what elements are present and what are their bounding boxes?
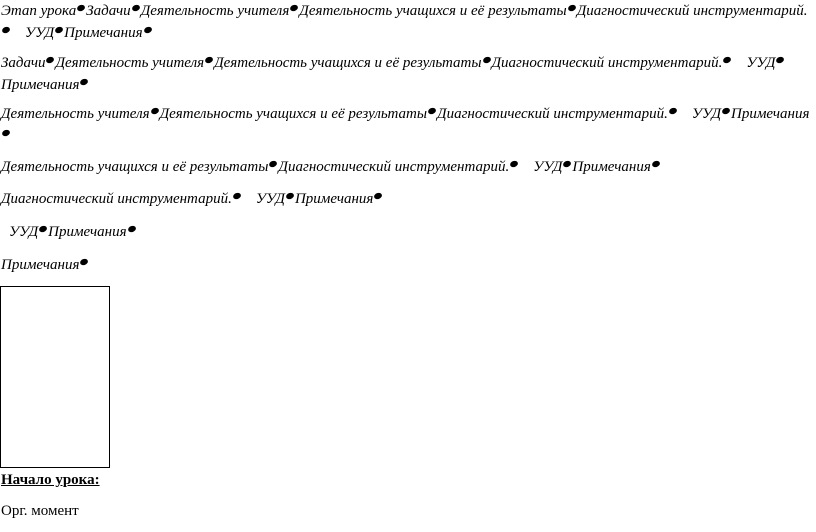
column-label: Этап урока — [1, 3, 77, 19]
bullet-icon — [482, 56, 492, 64]
column-label: УУД — [746, 55, 776, 71]
column-label: Деятельность учащихся и её результаты — [1, 159, 269, 175]
bullet-icon — [651, 160, 661, 168]
bullet-icon — [668, 107, 678, 115]
bullet-icon — [721, 107, 731, 115]
bullet-icon — [127, 225, 137, 233]
column-label: Диагностический инструментарий. — [1, 191, 232, 207]
column-label: Деятельность учителя — [140, 3, 290, 19]
column-label: Задачи — [86, 3, 131, 19]
org-moment-text: Орг. момент — [1, 503, 79, 519]
column-label: УУД — [691, 106, 721, 122]
header-line-7 — [1, 254, 813, 276]
column-label: Задачи — [1, 55, 46, 71]
column-label: Деятельность учителя — [1, 106, 150, 122]
column-label: УУД — [255, 191, 285, 207]
bullet-icon — [285, 192, 295, 200]
bullet-icon — [38, 225, 48, 233]
column-label: Диагностический инструментарий. — [491, 55, 723, 71]
column-label: УУД — [9, 224, 39, 240]
bullet-icon — [232, 192, 242, 200]
header-line-1 — [1, 0, 813, 44]
column-label: Деятельность учащихся и её результаты — [299, 3, 567, 19]
column-label: Примечания — [1, 77, 80, 93]
bullet-icon — [290, 4, 300, 12]
column-label: Примечания — [48, 224, 127, 240]
column-label: Примечания — [1, 257, 80, 273]
bullet-icon — [269, 160, 279, 168]
bullet-icon — [374, 192, 384, 200]
bullet-icon — [80, 78, 90, 86]
bullet-icon — [46, 56, 56, 64]
empty-table-cell — [0, 286, 110, 468]
lesson-start-heading: Начало урока: — [1, 472, 100, 488]
bullet-icon — [76, 4, 86, 12]
bullet-icon — [1, 129, 11, 137]
column-label: Деятельность учащихся и её результаты — [214, 55, 482, 71]
column-label: Примечания — [572, 159, 651, 175]
bullet-icon — [776, 56, 786, 64]
column-label: Деятельность учителя — [55, 55, 205, 71]
bullet-icon — [723, 56, 733, 64]
bullet-icon — [143, 26, 153, 34]
column-label: Диагностический инструментарий. — [278, 159, 510, 175]
bullet-icon — [204, 56, 214, 64]
column-label: Диагностический инструментарий. — [437, 106, 668, 122]
column-label: Диагностический инструментарий. — [576, 3, 808, 19]
bullet-icon — [427, 107, 437, 115]
header-line-4 — [1, 156, 813, 178]
header-line-3 — [1, 103, 813, 147]
bullet-icon — [563, 160, 573, 168]
header-line-5 — [1, 188, 813, 210]
bullet-icon — [567, 4, 577, 12]
column-label: Примечания — [731, 106, 810, 122]
column-label: УУД — [533, 159, 563, 175]
header-line-2 — [1, 52, 813, 96]
bullet-icon — [150, 107, 160, 115]
bullet-icon — [80, 258, 90, 266]
column-label: УУД — [25, 25, 55, 41]
column-label: Примечания — [294, 191, 374, 207]
bullet-icon — [509, 160, 519, 168]
bullet-icon — [1, 26, 11, 34]
bullet-icon — [131, 4, 141, 12]
header-line-6 — [9, 221, 816, 243]
column-label: Деятельность учащихся и её результаты — [159, 106, 428, 122]
column-label: Примечания — [64, 25, 143, 41]
bullet-icon — [54, 26, 64, 34]
